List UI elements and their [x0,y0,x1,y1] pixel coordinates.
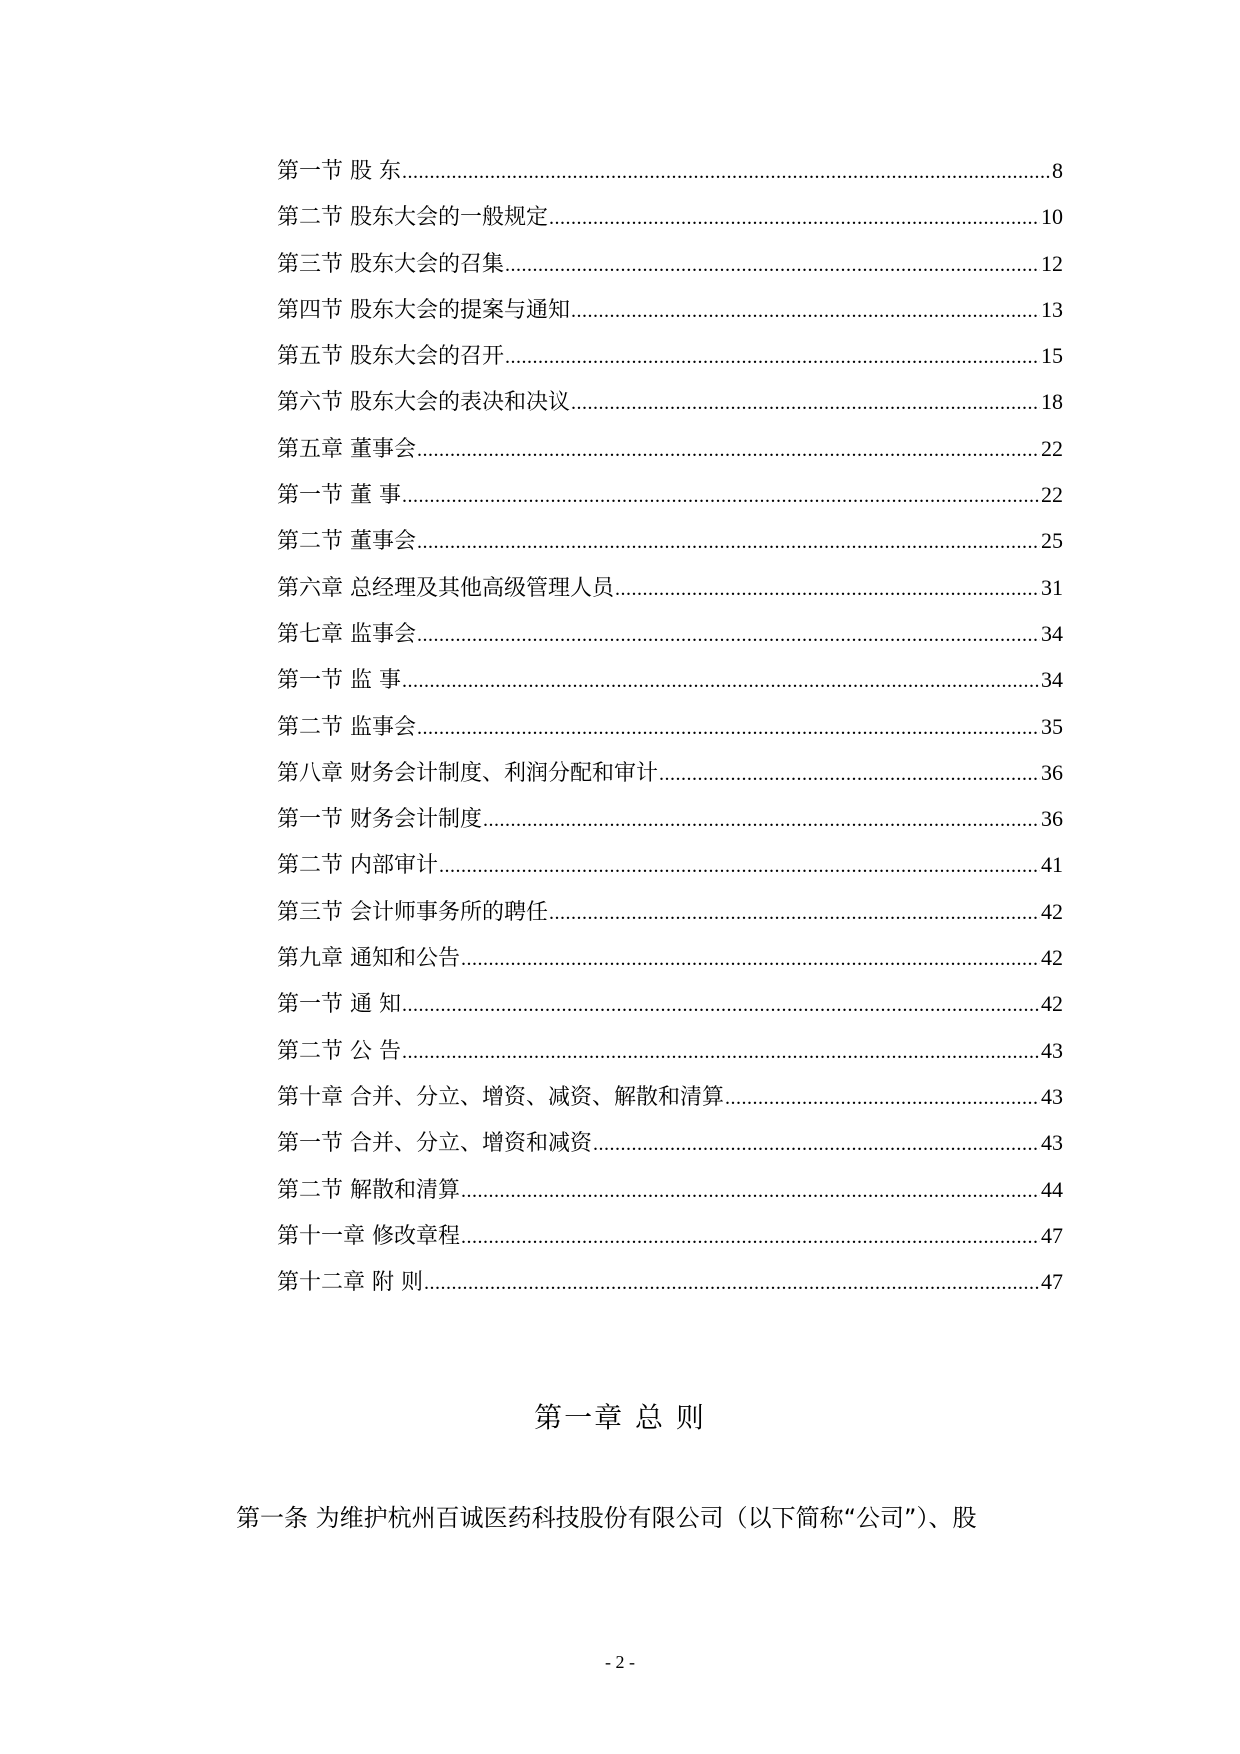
toc-entry[interactable] [277,1167,1063,1213]
toc-entry[interactable] [277,842,1063,888]
toc-entry[interactable] [277,472,1063,518]
toc-entry[interactable] [277,333,1063,379]
toc-entry[interactable] [277,194,1063,240]
toc-entry-label: 第二节 监事会 [277,714,416,740]
toc-dot-leader [439,843,1040,889]
toc-entry[interactable] [277,750,1063,796]
toc-entry-label: 第一节 通 知 [277,992,401,1018]
toc-dot-leader [402,658,1040,704]
toc-entry-label: 第五节 股东大会的召开 [277,344,504,370]
toc-entry-label: 第三节 股东大会的召集 [277,251,504,277]
toc-entry[interactable] [277,981,1063,1027]
toc-entry-page: 25 [1041,528,1063,554]
toc-entry-page: 34 [1041,667,1063,693]
toc-entry-label: 第三节 会计师事务所的聘任 [277,899,548,925]
toc-entry-page: 8 [1052,158,1063,183]
toc-entry-label: 第四节 股东大会的提案与通知 [277,297,570,323]
toc-entry-page: 36 [1041,806,1063,832]
toc-entry-label: 第二节 内部审计 [277,853,438,879]
toc-entry[interactable] [277,426,1063,472]
toc-entry-page: 22 [1041,482,1063,508]
toc-entry[interactable] [277,1259,1063,1305]
toc-entry-label: 第八章 财务会计制度、利润分配和审计 [277,760,658,786]
toc-dot-leader [549,195,1040,241]
toc-entry-label: 第一节 合并、分立、增资和减资 [277,1131,592,1157]
toc-entry[interactable] [277,611,1063,657]
toc-dot-leader [483,797,1040,843]
toc-entry-page: 18 [1041,389,1063,415]
toc-dot-leader [659,751,1040,797]
toc-dot-leader [461,1214,1040,1260]
toc-dot-leader [417,427,1040,473]
toc-entry-page: 47 [1041,1222,1063,1248]
toc-entry[interactable] [277,796,1063,842]
toc-entry-page: 41 [1041,852,1063,878]
toc-dot-leader [402,473,1040,519]
toc-entry-page: 36 [1041,759,1063,785]
toc-entry-page: 10 [1041,204,1063,230]
toc-entry[interactable] [277,657,1063,703]
toc-entry-page: 42 [1041,991,1063,1017]
toc-entry[interactable] [277,241,1063,287]
toc-entry-page: 35 [1041,713,1063,739]
toc-dot-leader [571,380,1040,426]
toc-entry-page: 43 [1041,1037,1063,1063]
toc-entry-label: 第二节 董事会 [277,529,416,555]
toc-entry-page: 44 [1041,1176,1063,1202]
article-paragraph: 第一条 为维护杭州百诚医药科技股份有限公司（以下简称“公司”）、股 [236,1504,977,1532]
toc-entry-page: 15 [1041,343,1063,369]
toc-entry[interactable] [277,1028,1063,1074]
toc-dot-leader [615,566,1040,612]
toc-entry-page: 12 [1041,250,1063,276]
toc-dot-leader [424,1260,1040,1306]
toc-dot-leader [461,1168,1040,1214]
table-of-contents [277,148,1063,1305]
toc-entry-label: 第二节 股东大会的一般规定 [277,205,548,231]
page-number: - 2 - [605,1652,635,1672]
toc-entry-page: 43 [1041,1130,1063,1156]
toc-entry-label: 第七章 监事会 [277,621,416,647]
toc-entry-page: 31 [1041,574,1063,600]
toc-entry-page: 43 [1041,1083,1063,1109]
toc-dot-leader [571,288,1040,334]
toc-entry-page: 42 [1041,945,1063,971]
toc-dot-leader [417,705,1040,751]
toc-entry-label: 第一节 董 事 [277,483,401,509]
toc-entry[interactable] [277,704,1063,750]
toc-entry-label: 第一节 股 东 [277,159,401,184]
toc-dot-leader [417,519,1040,565]
toc-dot-leader [505,242,1040,288]
toc-entry[interactable] [277,148,1063,194]
toc-dot-leader [549,890,1040,936]
toc-entry-page: 13 [1041,296,1063,322]
toc-dot-leader [725,1075,1040,1121]
toc-entry-label: 第二节 解散和清算 [277,1177,460,1203]
toc-entry-label: 第十一章 修改章程 [277,1223,460,1249]
toc-dot-leader [402,149,1051,195]
toc-entry-label: 第九章 通知和公告 [277,946,460,972]
toc-entry[interactable] [277,379,1063,425]
toc-entry-page: 22 [1041,435,1063,461]
toc-dot-leader [402,982,1040,1028]
toc-dot-leader [593,1121,1040,1167]
toc-entry-label: 第一节 监 事 [277,668,401,694]
toc-entry-label: 第五章 董事会 [277,436,416,462]
toc-entry-label: 第六章 总经理及其他高级管理人员 [277,575,614,601]
toc-entry-page: 47 [1041,1269,1063,1295]
toc-dot-leader [417,612,1040,658]
toc-entry[interactable] [277,1213,1063,1259]
toc-entry-page: 42 [1041,898,1063,924]
toc-entry[interactable] [277,1120,1063,1166]
toc-dot-leader [461,936,1040,982]
toc-entry-page: 34 [1041,620,1063,646]
toc-entry-label: 第十二章 附 则 [277,1270,423,1296]
toc-entry[interactable] [277,1074,1063,1120]
toc-entry-label: 第二节 公 告 [277,1038,401,1064]
toc-entry[interactable] [277,565,1063,611]
toc-entry-label: 第十章 合并、分立、增资、减资、解散和清算 [277,1084,724,1110]
toc-entry[interactable] [277,518,1063,564]
chapter-title: 第一章 总 则 [534,1401,706,1434]
toc-dot-leader [505,334,1040,380]
toc-entry[interactable] [277,287,1063,333]
toc-entry-label: 第一节 财务会计制度 [277,807,482,833]
toc-entry[interactable] [277,889,1063,935]
toc-entry[interactable] [277,935,1063,981]
toc-entry-label: 第六节 股东大会的表决和决议 [277,390,570,416]
toc-dot-leader [402,1029,1040,1075]
